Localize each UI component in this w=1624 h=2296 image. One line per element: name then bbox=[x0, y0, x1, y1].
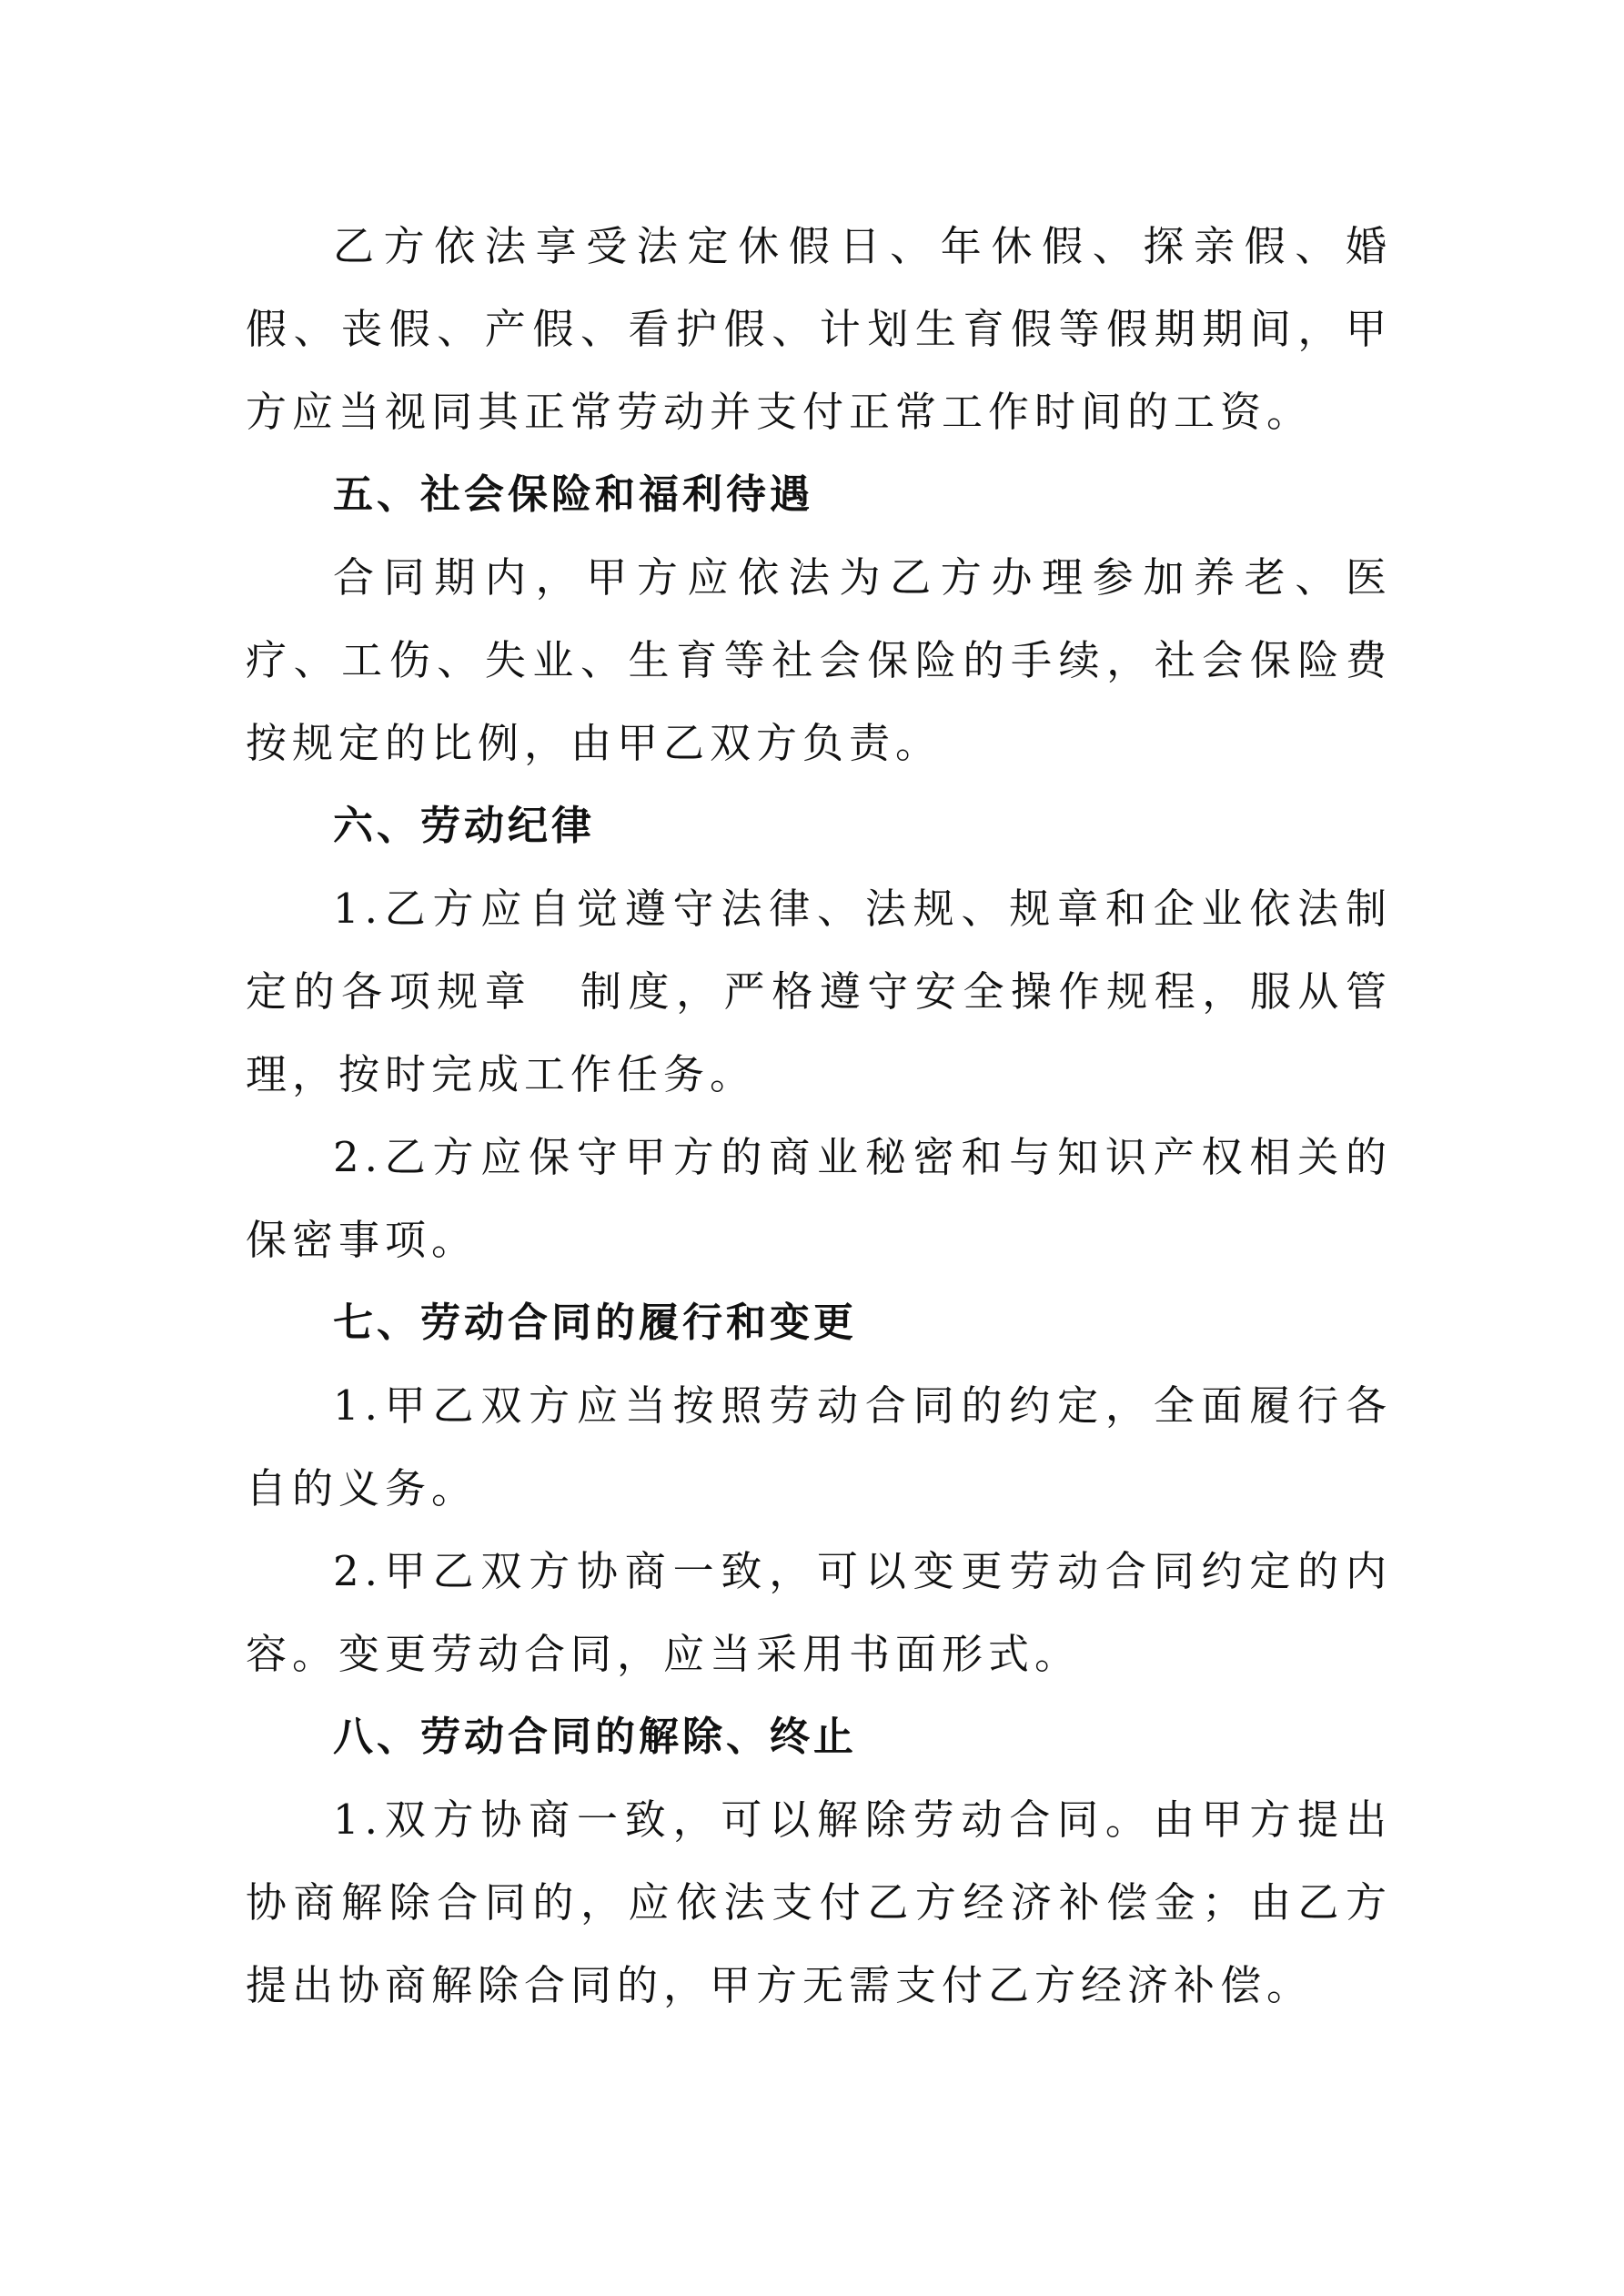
section-heading-social-insurance: 五、社会保险和福利待遇 bbox=[333, 471, 813, 518]
paragraph-leave-wages: 乙方依法享受法定休假日、年休假、探亲假、婚假、丧假、产假、看护假、计划生育假等假期期间，甲方应当视同其正常劳动并支付正常工作时间的工资。 bbox=[246, 222, 1392, 436]
paragraph-discipline-1: 1.乙方应自觉遵守法律、法规、规章和企业依法制定的各项规章 制度，严格遵守安全操作规程，服从管理，按时完成工作任务。 bbox=[246, 885, 1392, 1098]
paragraph-termination-1: 1.双方协商一致，可以解除劳动合同。由甲方提出协商解除合同的，应依法支付乙方经济补偿金；由乙方提出协商解除合同的，甲方无需支付乙方经济补偿。 bbox=[246, 1795, 1392, 2009]
section-heading-labor-discipline: 六、劳动纪律 bbox=[333, 803, 595, 849]
section-heading-performance-change: 七、劳动合同的履行和变更 bbox=[333, 1300, 857, 1346]
paragraph-performance-1: 1.甲乙双方应当按照劳动合同的约定，全面履行各自的义务。 bbox=[246, 1381, 1392, 1512]
section-heading-termination: 八、劳动合同的解除、终止 bbox=[333, 1714, 857, 1760]
paragraph-discipline-2: 2.乙方应保守甲方的商业秘密和与知识产权相关的保密事项。 bbox=[246, 1133, 1392, 1264]
paragraph-performance-2: 2.甲乙双方协商一致，可以变更劳动合同约定的内容。变更劳动合同，应当采用书面形式。 bbox=[246, 1547, 1392, 1678]
document-body bbox=[246, 205, 1392, 2027]
paragraph-social-insurance: 合同期内，甲方应依法为乙方办理参加养老、医疗、工伤、失业、生育等社会保险的手续，社会保险费按规定的比例，由甲乙双方负责。 bbox=[246, 553, 1392, 767]
